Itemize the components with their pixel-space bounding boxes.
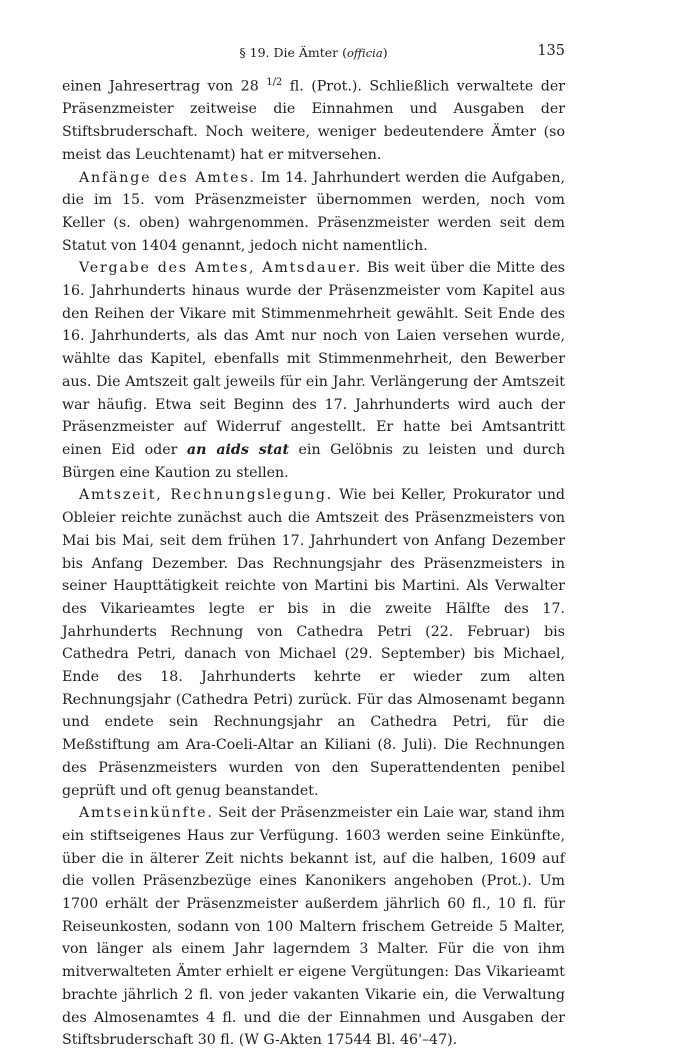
paragraph-heading: Amtseinkünfte.: [79, 805, 214, 822]
page-number: 135: [537, 43, 565, 59]
paragraph-text: Im 14. Jahrhundert werden die Aufgaben, die im 15. vom Präsenzmeister übernommen werden, noch vom Keller (s. oben) wahrgenommen. Präsenzmeister werden seit dem Statut von 1404 genannt, jedoch nicht namentlich.: [62, 169, 565, 254]
paragraph-text: einen Jahresertrag von 28: [62, 78, 267, 95]
paragraph-heading: Amtszeit, Rechnungslegung.: [79, 487, 334, 504]
paragraph-continuation: [62, 72, 565, 167]
paragraph-amtszeit: [62, 484, 565, 802]
paragraph-vergabe: [62, 257, 565, 484]
paragraph-text: ein Gelöbnis zu leisten und durch Bürgen eine Kaution zu stellen.: [62, 441, 565, 481]
paragraph-heading: Vergabe des Amtes, Amtsdauer.: [79, 260, 362, 277]
body-text: [62, 72, 565, 1052]
paragraph-text: Seit der Präsenzmeister ein Laie war, stand ihm ein stiftseigenes Haus zur Verfügung. 1603 werden seine Einkünfte, über die in älterer Zeit nichts bekannt ist, auf die halben, 1609 auf die vollen Präsenzbezüge eines Kanonikers angehoben (Prot.). Um 1700 erhält der Präsenzmeister außerdem jährlich 60 fl., 10 fl. für Reiseunkosten, sodann von 100 Maltern frischem Getreide 5 Malter, von länger als einem Jahr lagerndem 3 Malter. Für die von ihm mitverwalteten Ämter erhielt er eigene Vergütungen: Das Vikarieamt brachte jährlich 2 fl. von jeder vakanten Vikarie ein, die Verwaltung des Almosenamtes 4 fl. und die der Einnahmen und Ausgaben der Stiftsbruderschaft 30 fl. (W G-Akten 17544 Bl. 46'–47).: [62, 805, 565, 1049]
paragraph-text: fl. (Prot.). Schließlich verwaltete der Präsenzmeister zeitweise die Einnahmen und Ausgaben der Stiftsbruderschaft. Noch weitere, weniger bedeutendere Ämter (so meist das Leuchtenamt) hat er mitversehen.: [62, 78, 565, 163]
section-title: [62, 45, 565, 60]
section-title-text: § 19. Die Ämter (: [239, 45, 347, 60]
fraction: 1/2: [266, 77, 283, 88]
italic-phrase: an aids stat: [186, 441, 290, 458]
paragraph-text: Wie bei Keller, Prokurator und Obleier reichte zunächst auch die Amtszeit des Präsenzmeisters von Mai bis Mai, seit dem frühen 17. Jahrhundert von Anfang Dezember bis Anfang Dezember. Das Rechnungsjahr des Präsenzmeisters in seiner Haupttätigkeit reichte von Martini bis Martini. Als Verwalter des Vikarieamtes legte er bis in die zweite Hälfte des 17. Jahrhunderts Rechnung von Cathedra Petri (22. Februar) bis Cathedra Petri, danach von Michael (29. September) bis Michael, Ende des 18. Jahrhunderts kehrte er wieder zum alten Rechnungsjahr (Cathedra Petri) zurück. Für das Almosenamt begann und endete sein Rechnungsjahr an Cathedra Petri, für die Meßstiftung am Ara-Coeli-Altar an Kiliani (8. Juli). Die Rechnungen des Präsenzmeisters wurden von den Superattendenten penibel geprüft und oft genug beanstandet.: [62, 487, 565, 799]
paragraph-text: Bis weit über die Mitte des 16. Jahrhunderts hinaus wurde der Präsenzmeister vom Kapitel aus den Reihen der Vikare mit Stimmenmehrheit gewählt. Seit Ende des 16. Jahrhunderts, als das Amt nur noch von Laien versehen wurde, wählte das Kapitel, ebenfalls mit Stimmenmehrheit, den Bewerber aus. Die Amtszeit galt jeweils für ein Jahr. Verlängerung der Amtszeit war häufig. Etwa seit Beginn des 17. Jahrhunderts wird auch der Präsenzmeister auf Widerruf angestellt. Er hatte bei Amtsantritt einen Eid oder: [62, 260, 565, 458]
section-title-close: ): [382, 45, 388, 60]
paragraph-anfaenge: [62, 167, 565, 258]
paragraph-heading: Anfänge des Amtes.: [79, 169, 256, 186]
paragraph-amtseinkuenfte: [62, 802, 565, 1052]
running-head: [62, 44, 565, 64]
section-title-italic: officia: [346, 46, 383, 60]
